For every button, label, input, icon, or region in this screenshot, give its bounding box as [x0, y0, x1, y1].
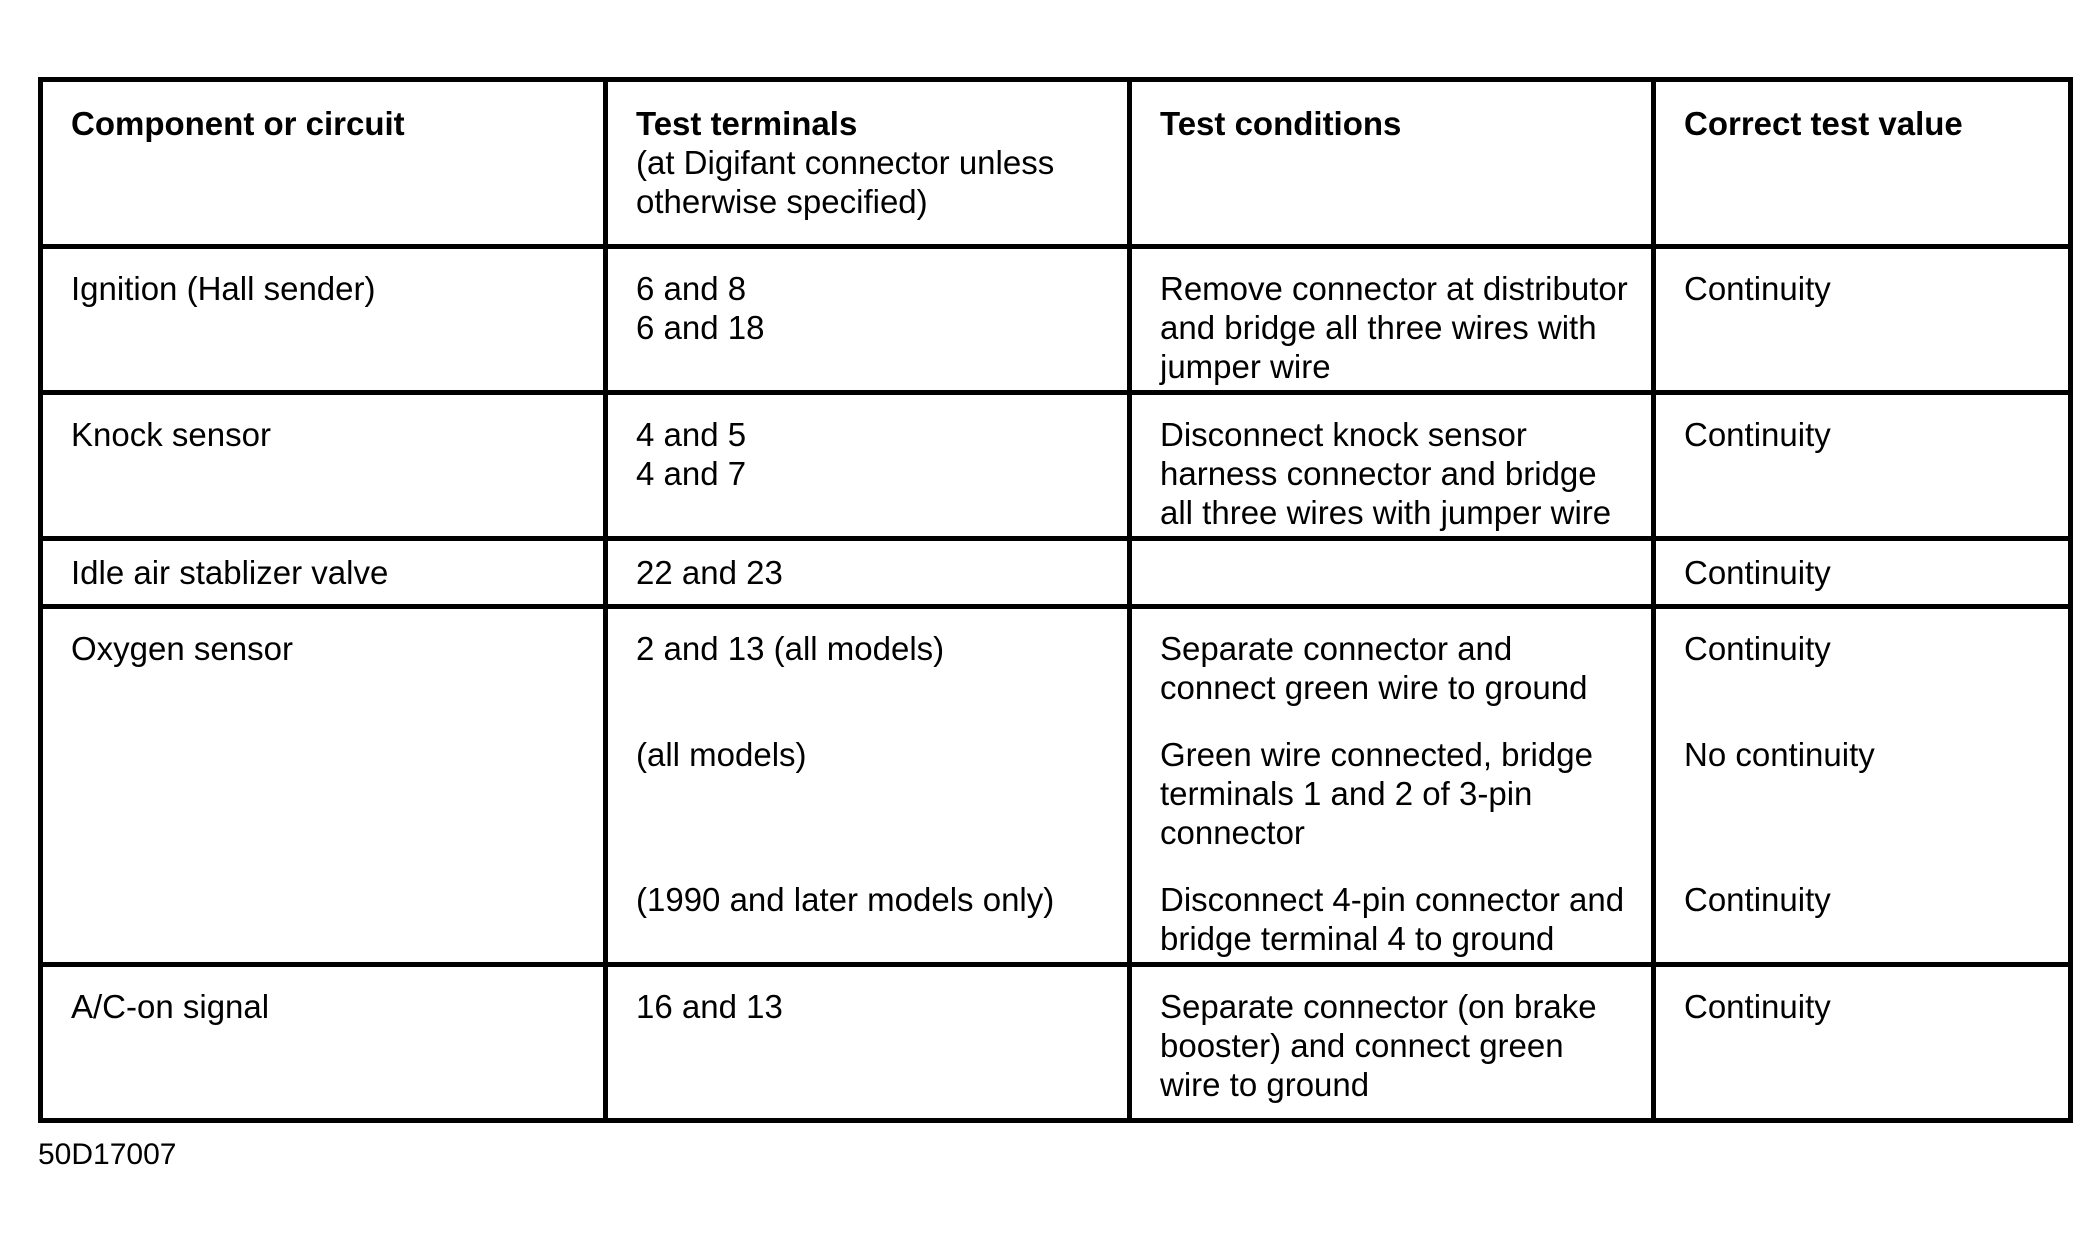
conditions-text: connect green wire to ground [1160, 669, 1588, 706]
component-text: Knock sensor [71, 416, 271, 453]
cell-component [41, 607, 606, 965]
conditions-text: Remove connector at distributor [1160, 270, 1628, 307]
component-text: A/C-on signal [71, 988, 270, 1025]
conditions-text: booster) and connect green [1160, 1027, 1564, 1064]
table-row [41, 607, 2071, 965]
header-terminals-note-line-2: otherwise specified) [636, 183, 928, 220]
cell-terminals [606, 607, 1130, 965]
cell-component [41, 965, 606, 1121]
cell-component [41, 539, 606, 607]
conditions-text: and bridge all three wires with [1160, 309, 1597, 346]
conditions-text: Disconnect 4-pin connector and [1160, 881, 1625, 918]
conditions-text: Separate connector (on brake [1160, 988, 1597, 1025]
header-terminals [606, 80, 1130, 247]
conditions-text: jumper wire [1160, 348, 1331, 385]
header-row [41, 80, 2071, 247]
conditions-text: harness connector and bridge [1160, 455, 1597, 492]
terminals-text: 6 and 18 [636, 309, 765, 346]
cell-value [1654, 965, 2071, 1121]
conditions-text: connector [1160, 814, 1305, 851]
value-text: Continuity [1684, 554, 1831, 591]
value-text: Continuity [1684, 416, 1831, 453]
value-text: Continuity [1684, 630, 1831, 667]
cell-terminals [606, 247, 1130, 393]
terminals-text: 4 and 7 [636, 455, 747, 492]
cell-terminals [606, 539, 1130, 607]
cell-value [1654, 247, 2071, 393]
value-text: Continuity [1684, 881, 1831, 918]
component-text: Ignition (Hall sender) [71, 270, 376, 307]
cell-conditions [1130, 607, 1654, 965]
conditions-text: bridge terminal 4 to ground [1160, 920, 1555, 957]
header-conditions-label: Test conditions [1160, 105, 1402, 142]
cell-terminals [606, 393, 1130, 539]
terminals-text: 16 and 13 [636, 988, 783, 1025]
table-row [41, 539, 2071, 607]
figure-code: 50D17007 [38, 1138, 177, 1171]
component-text: Oxygen sensor [71, 630, 293, 667]
component-text: Idle air stablizer valve [71, 554, 389, 591]
conditions-text: Disconnect knock sensor [1160, 416, 1527, 453]
conditions-text: Green wire connected, bridge [1160, 736, 1593, 773]
header-value-label: Correct test value [1684, 105, 1963, 142]
value-text: Continuity [1684, 988, 1831, 1025]
value-text: Continuity [1684, 270, 1831, 307]
cell-value [1654, 607, 2071, 965]
conditions-text: all three wires with jumper wire [1160, 494, 1612, 531]
conditions-text: wire to ground [1160, 1066, 1370, 1103]
cell-value [1654, 393, 2071, 539]
terminals-text: (all models) [636, 736, 807, 773]
table-row [41, 247, 2071, 393]
table-row [41, 393, 2071, 539]
header-terminals-label: Test terminals [636, 105, 858, 142]
cell-conditions [1130, 247, 1654, 393]
terminals-text: (1990 and later models only) [636, 881, 1055, 918]
cell-value [1654, 539, 2071, 607]
value-text: No continuity [1684, 736, 1875, 773]
cell-conditions [1130, 393, 1654, 539]
terminals-text: 22 and 23 [636, 554, 783, 591]
header-component [41, 80, 606, 247]
cell-terminals [606, 965, 1130, 1121]
cell-component [41, 247, 606, 393]
conditions-text: Separate connector and [1160, 630, 1513, 667]
cell-conditions [1130, 539, 1654, 607]
cell-conditions [1130, 965, 1654, 1121]
header-value [1654, 80, 2071, 247]
terminals-text: 6 and 8 [636, 270, 747, 307]
conditions-text: terminals 1 and 2 of 3-pin [1160, 775, 1533, 812]
terminals-text: 4 and 5 [636, 416, 747, 453]
header-component-label: Component or circuit [71, 105, 405, 142]
test-specification-table [38, 77, 2073, 1123]
terminals-text: 2 and 13 (all models) [636, 630, 945, 667]
header-conditions [1130, 80, 1654, 247]
table-row [41, 965, 2071, 1121]
cell-component [41, 393, 606, 539]
header-terminals-note-line-1: (at Digifant connector unless [636, 144, 1055, 181]
